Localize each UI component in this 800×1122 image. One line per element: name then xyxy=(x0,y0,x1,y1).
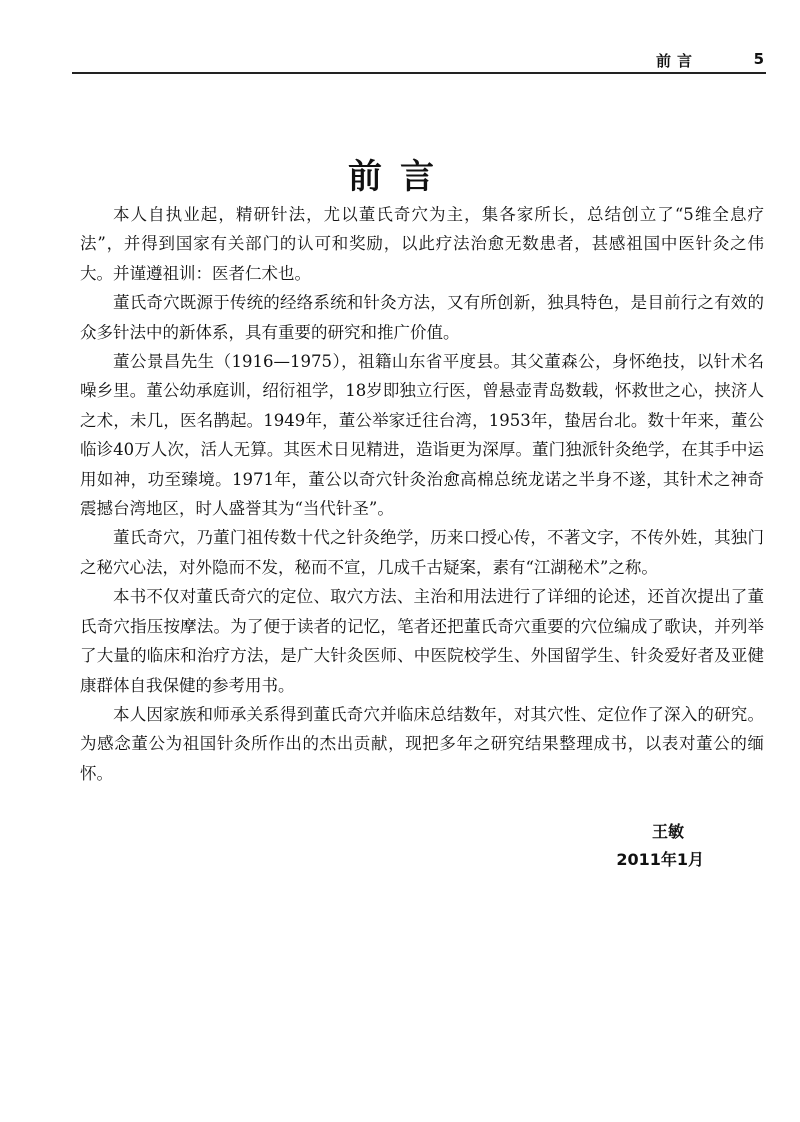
author-name: 王敏 xyxy=(651,822,684,841)
paragraph: 董氏奇穴既源于传统的经络系统和针灸方法，又有所创新，独具特色，是目前行之有效的众多针法中的新体系，具有重要的研究和推广价值。 xyxy=(80,293,764,342)
signature-date: 2011年1月 xyxy=(616,850,704,869)
paragraph: 董公景昌先生（1916—1975），祖籍山东省平度县。其父董森公，身怀绝技，以针术名噪乡里。董公幼承庭训，绍衍祖学，18岁即独立行医，曾悬壶青岛数载，怀救世之心，挟济人之术，未几，医名鹊起。1949年，董公举家迁往台湾，1953年，蛰居台北。数十年来，董公临诊40万人次，活人无算。其医术日见精进，造诣更为深厚。董门独派针灸绝学，在其手中运用如神，功至臻境。1971年，董公以奇穴针灸治愈高棉总统龙诺之半身不遂，其针术之神奇震撼台湾地区，时人盛誉其为“当代针圣”。 xyxy=(80,352,764,519)
paragraph: 董氏奇穴，乃董门祖传数十代之针灸绝学，历来口授心传，不著文字，不传外姓，其独门之秘穴心法，对外隐而不发，秘而不宣，几成千古疑案，素有“江湖秘术”之称。 xyxy=(80,528,764,577)
paragraph: 本书不仅对董氏奇穴的定位、取穴方法、主治和用法进行了详细的论述，还首次提出了董氏奇穴指压按摩法。为了便于读者的记忆，笔者还把董氏奇穴重要的穴位编成了歌诀，并列举了大量的临床和治疗方法，是广大针灸医师、中医院校学生、外国留学生、针灸爱好者及亚健康群体自我保健的参考用书。 xyxy=(80,587,764,695)
signature-block xyxy=(504,818,704,874)
running-header xyxy=(0,48,770,72)
header-rule xyxy=(72,72,766,74)
running-header-title: 前言 xyxy=(655,52,698,70)
page-title: 前言 xyxy=(348,156,452,197)
paragraph: 本人因家族和师承关系得到董氏奇穴并临床总结数年，对其穴性、定位作了深入的研究。为感念董公为祖国针灸所作出的杰出贡献，现把多年之研究结果整理成书，以表对董公的缅怀。 xyxy=(80,704,764,783)
page-number: 5 xyxy=(753,50,764,68)
paragraph: 本人自执业起，精研针法，尤以董氏奇穴为主，集各家所长，总结创立了“5维全息疗法”，并得到国家有关部门的认可和奖励，以此疗法治愈无数患者，甚感祖国中医针灸之伟大。并谨遵祖训：医者仁术也。 xyxy=(80,205,764,283)
preface-body xyxy=(80,200,764,788)
